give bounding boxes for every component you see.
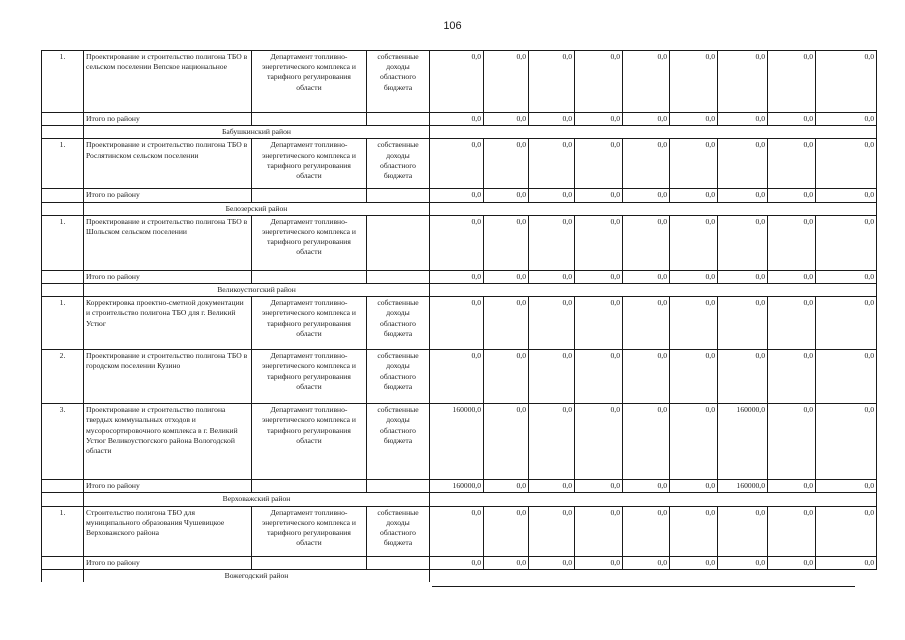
project-row: [42, 139, 877, 189]
total-value: 0,0: [430, 270, 484, 283]
project-name: Проектирование и строительство полигона твердых коммунальных отходов и мусоросортировочного комплекса в г. Великий Устюг Великоустюгского района Вологодской области: [84, 404, 252, 480]
total-value: 0,0: [529, 113, 575, 126]
value-cell: 0,0: [718, 215, 768, 270]
value-cell: 0,0: [816, 215, 877, 270]
funding-source: собственные доходы областного бюджета: [367, 51, 430, 113]
total-value: 0,0: [623, 556, 670, 569]
value-cell: 0,0: [670, 350, 718, 404]
district-title: Бабушкинский район: [84, 126, 430, 139]
responsible-department: Департамент топливно-энергетического комплекса и тарифного регулирования области: [252, 297, 367, 350]
district-row: [42, 202, 877, 215]
project-name: Проектирование и строительство полигона ТБО в сельском поселении Вепское национальное: [84, 51, 252, 113]
total-value: 0,0: [484, 480, 529, 493]
funding-source: собственные доходы областного бюджета: [367, 350, 430, 404]
table-body: [42, 51, 877, 583]
value-cell: 0,0: [816, 139, 877, 189]
total-value: 0,0: [623, 189, 670, 202]
responsible-department: Департамент топливно-энергетического комплекса и тарифного регулирования области: [252, 506, 367, 556]
value-cell: 0,0: [430, 215, 484, 270]
total-value: 0,0: [718, 270, 768, 283]
value-cell: 0,0: [623, 506, 670, 556]
district-blank: [430, 202, 877, 215]
total-value: 0,0: [816, 113, 877, 126]
total-source-blank: [367, 113, 430, 126]
district-blank: [430, 284, 877, 297]
district-row: [42, 126, 877, 139]
value-cell: 0,0: [430, 350, 484, 404]
value-cell: 0,0: [623, 215, 670, 270]
total-value: 0,0: [718, 556, 768, 569]
district-total-row: [42, 189, 877, 202]
district-row: [42, 493, 877, 506]
budget-table: [41, 50, 877, 582]
value-cell: 0,0: [575, 404, 623, 480]
value-cell: 0,0: [623, 297, 670, 350]
value-cell: 0,0: [768, 139, 816, 189]
value-cell: 0,0: [529, 139, 575, 189]
project-number: 1.: [42, 51, 84, 113]
funding-source: собственные доходы областного бюджета: [367, 506, 430, 556]
total-value: 0,0: [816, 480, 877, 493]
value-cell: 0,0: [670, 404, 718, 480]
total-dept-blank: [252, 480, 367, 493]
value-cell: 0,0: [430, 506, 484, 556]
total-cell-no: [42, 113, 84, 126]
district-cell-no: [42, 284, 84, 297]
total-value: 0,0: [430, 556, 484, 569]
value-cell: 0,0: [430, 297, 484, 350]
total-cell-no: [42, 270, 84, 283]
funding-source: собственные доходы областного бюджета: [367, 404, 430, 480]
project-number: 1.: [42, 297, 84, 350]
value-cell: 0,0: [718, 297, 768, 350]
value-cell: 0,0: [575, 51, 623, 113]
total-dept-blank: [252, 113, 367, 126]
value-cell: 0,0: [484, 506, 529, 556]
total-value: 0,0: [623, 270, 670, 283]
district-cell-no: [42, 493, 84, 506]
total-value: 0,0: [529, 556, 575, 569]
project-number: 2.: [42, 350, 84, 404]
value-cell: 0,0: [816, 51, 877, 113]
total-value: 0,0: [484, 113, 529, 126]
project-number: 1.: [42, 139, 84, 189]
value-cell: 0,0: [718, 51, 768, 113]
value-cell: 0,0: [670, 139, 718, 189]
value-cell: 0,0: [575, 350, 623, 404]
total-cell-no: [42, 189, 84, 202]
value-cell: 0,0: [718, 139, 768, 189]
value-cell: 0,0: [484, 297, 529, 350]
value-cell: 0,0: [484, 404, 529, 480]
district-total-row: [42, 556, 877, 569]
total-label: Итого по району: [84, 556, 252, 569]
district-title: Великоустюгский район: [84, 284, 430, 297]
total-value: 0,0: [718, 189, 768, 202]
value-cell: 0,0: [816, 506, 877, 556]
total-value: 0,0: [768, 270, 816, 283]
value-cell: 0,0: [670, 215, 718, 270]
total-value: 0,0: [670, 270, 718, 283]
value-cell: 0,0: [575, 297, 623, 350]
value-cell: 0,0: [670, 51, 718, 113]
total-value: 0,0: [430, 113, 484, 126]
total-value: 0,0: [430, 189, 484, 202]
responsible-department: Департамент топливно-энергетического комплекса и тарифного регулирования области: [252, 139, 367, 189]
total-value: 0,0: [529, 480, 575, 493]
total-value: 160000,0: [718, 480, 768, 493]
value-cell: 0,0: [768, 51, 816, 113]
district-cell-no: [42, 126, 84, 139]
project-row: [42, 51, 877, 113]
total-value: 0,0: [816, 556, 877, 569]
total-value: 0,0: [670, 189, 718, 202]
district-title: Белозерский район: [84, 202, 430, 215]
page-number: 106: [443, 20, 462, 32]
value-cell: 0,0: [484, 350, 529, 404]
value-cell: 0,0: [575, 506, 623, 556]
total-value: 0,0: [768, 556, 816, 569]
total-value: 0,0: [816, 189, 877, 202]
total-label: Итого по району: [84, 480, 252, 493]
total-value: 0,0: [484, 270, 529, 283]
total-value: 0,0: [529, 189, 575, 202]
total-value: 0,0: [623, 113, 670, 126]
total-value: 0,0: [575, 556, 623, 569]
value-cell: 0,0: [529, 215, 575, 270]
district-cell-no: [42, 202, 84, 215]
value-cell: 0,0: [768, 215, 816, 270]
district-title: Верховажский район: [84, 493, 430, 506]
value-cell: 0,0: [484, 215, 529, 270]
total-value: 0,0: [768, 113, 816, 126]
total-cell-no: [42, 556, 84, 569]
district-blank: [430, 569, 877, 582]
value-cell: 0,0: [768, 506, 816, 556]
total-label: Итого по району: [84, 189, 252, 202]
total-value: 0,0: [670, 556, 718, 569]
total-value: 0,0: [718, 113, 768, 126]
value-cell: 0,0: [768, 404, 816, 480]
district-total-row: [42, 480, 877, 493]
value-cell: 0,0: [529, 506, 575, 556]
total-cell-no: [42, 480, 84, 493]
value-cell: 0,0: [575, 215, 623, 270]
value-cell: 0,0: [670, 297, 718, 350]
total-source-blank: [367, 270, 430, 283]
value-cell: 0,0: [529, 350, 575, 404]
responsible-department: Департамент топливно-энергетического комплекса и тарифного регулирования области: [252, 215, 367, 270]
project-row: [42, 297, 877, 350]
value-cell: 0,0: [623, 139, 670, 189]
value-cell: 0,0: [718, 350, 768, 404]
total-value: 0,0: [768, 189, 816, 202]
total-value: 0,0: [670, 113, 718, 126]
value-cell: 0,0: [623, 404, 670, 480]
value-cell: 0,0: [529, 51, 575, 113]
total-value: 0,0: [575, 113, 623, 126]
value-cell: 160000,0: [430, 404, 484, 480]
project-name: Корректировка проектно-сметной документации и строительство полигона ТБО для г. Великий Устюг: [84, 297, 252, 350]
value-cell: 0,0: [430, 51, 484, 113]
value-cell: 0,0: [575, 139, 623, 189]
district-blank: [430, 126, 877, 139]
value-cell: 0,0: [768, 297, 816, 350]
project-name: Проектирование и строительство полигона ТБО в городском поселении Кузино: [84, 350, 252, 404]
value-cell: 0,0: [484, 51, 529, 113]
project-row: [42, 404, 877, 480]
total-value: 0,0: [816, 270, 877, 283]
total-source-blank: [367, 189, 430, 202]
total-value: 0,0: [484, 189, 529, 202]
total-value: 0,0: [484, 556, 529, 569]
value-cell: 0,0: [484, 139, 529, 189]
responsible-department: Департамент топливно-энергетического комплекса и тарифного регулирования области: [252, 350, 367, 404]
district-title: Вожегодский район: [84, 569, 430, 582]
total-value: 0,0: [575, 480, 623, 493]
value-cell: 0,0: [623, 51, 670, 113]
project-row: [42, 215, 877, 270]
responsible-department: Департамент топливно-энергетического комплекса и тарифного регулирования области: [252, 404, 367, 480]
value-cell: 0,0: [816, 297, 877, 350]
value-cell: 0,0: [430, 139, 484, 189]
funding-source: [367, 215, 430, 270]
value-cell: 160000,0: [718, 404, 768, 480]
total-label: Итого по району: [84, 270, 252, 283]
district-row: [42, 569, 877, 582]
value-cell: 0,0: [718, 506, 768, 556]
total-source-blank: [367, 556, 430, 569]
project-number: 3.: [42, 404, 84, 480]
value-cell: 0,0: [816, 404, 877, 480]
total-dept-blank: [252, 189, 367, 202]
total-value: 0,0: [575, 270, 623, 283]
project-name: Проектирование и строительство полигона ТБО в Рослятинском сельском поселении: [84, 139, 252, 189]
project-number: 1.: [42, 215, 84, 270]
district-total-row: [42, 270, 877, 283]
value-cell: 0,0: [529, 297, 575, 350]
bottom-rule: [432, 586, 855, 587]
district-row: [42, 284, 877, 297]
value-cell: 0,0: [623, 350, 670, 404]
project-row: [42, 506, 877, 556]
district-total-row: [42, 113, 877, 126]
value-cell: 0,0: [768, 350, 816, 404]
value-cell: 0,0: [529, 404, 575, 480]
total-value: 0,0: [575, 189, 623, 202]
total-value: 0,0: [623, 480, 670, 493]
responsible-department: Департамент топливно-энергетического комплекса и тарифного регулирования области: [252, 51, 367, 113]
total-value: 0,0: [768, 480, 816, 493]
project-row: [42, 350, 877, 404]
project-name: Строительство полигона ТБО для муниципального образования Чушевицкое Верховажского района: [84, 506, 252, 556]
total-dept-blank: [252, 556, 367, 569]
value-cell: 0,0: [816, 350, 877, 404]
total-label: Итого по району: [84, 113, 252, 126]
funding-source: собственные доходы областного бюджета: [367, 139, 430, 189]
value-cell: 0,0: [670, 506, 718, 556]
total-dept-blank: [252, 270, 367, 283]
total-value: 0,0: [670, 480, 718, 493]
funding-source: собственные доходы областного бюджета: [367, 297, 430, 350]
total-value: 160000,0: [430, 480, 484, 493]
district-blank: [430, 493, 877, 506]
total-source-blank: [367, 480, 430, 493]
total-value: 0,0: [529, 270, 575, 283]
project-name: Проектирование и строительство полигона ТБО в Шольском сельском поселении: [84, 215, 252, 270]
project-number: 1.: [42, 506, 84, 556]
district-cell-no: [42, 569, 84, 582]
